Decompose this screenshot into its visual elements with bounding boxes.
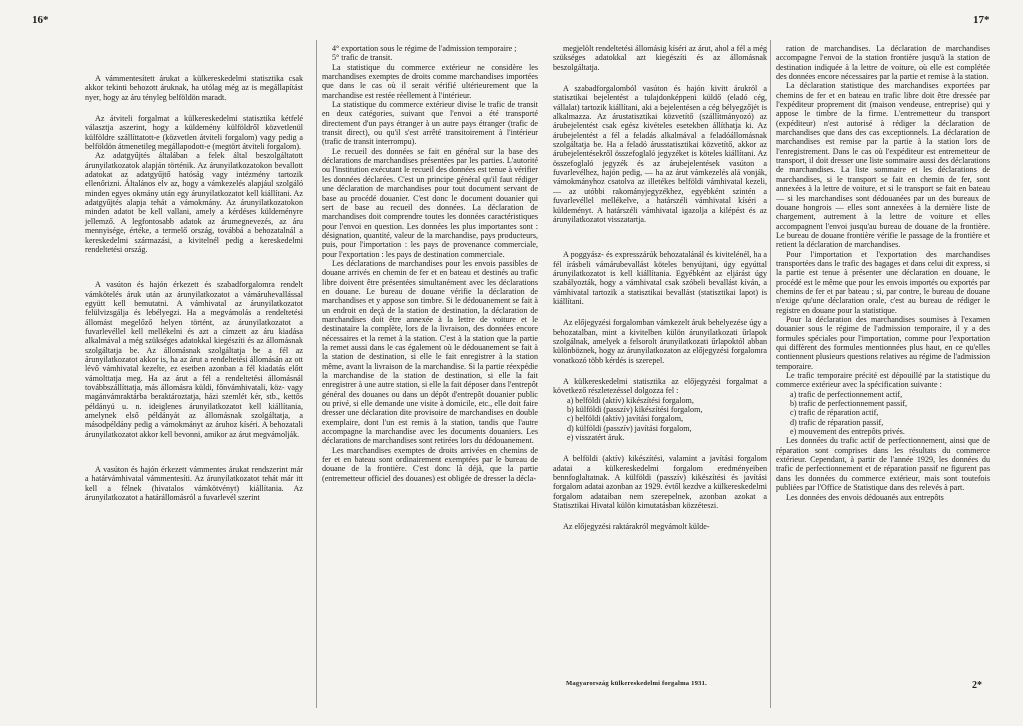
list-item: c) belföldi (aktív) javítási forgalom, [567, 414, 684, 424]
list-item: c) trafic de réparation actif, [790, 408, 879, 418]
page-number-left: 16* [32, 14, 49, 26]
paragraph: Les marchandises exemptes de droits arrivées en chemins de fer et en bateau sont ordinairement exemptées par le bureau de douane de la frontière. C'est donc là déjà, que la partie (entremetteur officiel des douanes) est obligée de dresser la décla- [322, 445, 538, 483]
list-item: b) külföldi (passzív) kikészítési forgalom, [567, 405, 703, 414]
list-item: 5° trafic de transit. [332, 53, 393, 63]
paragraph: Az átviteli forgalmat a külkereskedelmi statisztika kétfelé választja aszerint, hogy a küldemény külföldről közvetlenül külföldre szállíttatott-e (közvetlen átviteli forgalom) vagy pedig a belföldön átmenetileg megállapodott-e (megtört átviteli forgalom). [85, 114, 303, 152]
paragraph: A vámmentesített árukat a külkereskedelmi statisztika csak akkor tekinti behozott áruknak, ha utólag még az is megállapítást nyer, hogy az áru tényleg belföldön maradt. [85, 74, 303, 102]
list-item: a) belföldi (aktív) kikészítési forgalom, [567, 395, 694, 405]
paragraph: Pour la déclaration des marchandises soumises à l'examen douanier sous le régime de l'admission temporaire, il y a des formules spéciales pour l'importation, comme pour l'exportation qui diffèrent des formules mentionnées plus haut, en ce qu'elles contiennent plusieurs questions relatives au régime de l'admission temporaire. [776, 314, 990, 371]
column-divider [770, 40, 771, 708]
paragraph: Les données du trafic actif de perfectionnement, ainsi que de réparation sont comprises dans les résultats du commerce extérieur. Cependant, à partir de l'année 1929, les données du trafic de perfectionnement et de réparation passif ne figurent pas dans les données du commerce extérieur, mais sont toutefois publiées par l'Office de Statistique dans des relevés à part. [776, 436, 990, 493]
column-hungarian-right [553, 44, 767, 532]
paragraph: La statistique du commerce extérieur ne considère les marchandises exemptes de droits comme marchandises importées que dans le cas où il serait vérifié ultérieurement que la marchandise est restée réellement à l'intérieur. [322, 62, 538, 100]
list-item: e) mouvement des entrepôts privés. [790, 427, 905, 437]
paragraph: Az előjegyzési forgalomban vámkezelt áruk behelyezése úgy a behozatalban, mint a kivitelben külön árunyilatkozati űrlapok szolgálnak, amelyek a felsorolt árunyilatkozati űrlapoktól abban különböznek, hogy az árunyilatkozaton az előjegyzési forgalomra vonatkozó több kérdés is szerepel. [553, 318, 767, 365]
paragraph: ration de marchandises. La déclaration de marchandises accompagne l'envoi de la station frontière jusqu'à la station de destination indiquée à la lettre de voiture, où elle est complétée des données encore nécessaires par la partie et remise à la station. [776, 44, 990, 82]
paragraph: Le trafic temporaire précité est dépouillé par la statistique du commerce extérieur avec la spécification suivante : [776, 371, 990, 390]
list [553, 396, 767, 443]
column-divider [316, 40, 317, 708]
list [776, 390, 990, 437]
column-hungarian-left [85, 74, 303, 502]
paragraph: A szabadforgalomból vasúton és hajón kivitt árukról a statisztikai bejelentést a tulajdonképpeni küldő (eladó cég, vállalat) tartozik kiállítani, aki a bejelentésen a cég bélyegzőjét is alkalmazza. Az árustatisztikai közvetítő (szállítmányozó) az árubejelentést csak egész kivételes esetekben állíthatja ki. Az árubejelentést a fél a feladás alkalmával a feladóállomásnak szolgáltatja be. Ha a feladó árusstatisztikai közvetítő, akkor az árubejelentésekről összefoglaló jegyzéket is köteles kiállítani. Az összefoglaló jegyzék és az árubejelentések vasúton a fuvarlevélhez, hajón pedig, — ha az árut vámkezelés alá vonják, vámokmányhoz csatolva az illetékes belföldi vámhivatal kezeli, — az utóbbi rakományjegyzékhez, egyébként szintén a fuvarlevéllel mellékelve, a határszéli vámhivatal kíséri a küldeményt. A határszéli vámhivatal igazolja a kilépést és az árunyilatkozatot visszatartja. [553, 84, 767, 224]
column-french-right [776, 44, 990, 502]
paragraph: A külkereskedelmi statisztika az előjegyzési forgalmat a következő részletezéssel dolgozza fel : [553, 376, 767, 396]
paragraph: megjelölt rendeltetési állomásig kíséri az árut, ahol a fél a még szükséges adatokkal azt kiegészíti és az állomásnak beszolgáltatja. [553, 44, 767, 72]
list-item: 4° exportation sous le régime de l'admission temporaire ; [332, 44, 517, 53]
list-item: b) trafic de perfectionnement passif, [790, 399, 908, 409]
page-number-right: 17* [973, 14, 990, 26]
paragraph: Les déclarations de marchandises pour les envois passibles de douane arrivés en chemin de fer et en bateau et destinés au trafic libre doivent être présentées simultanément avec les déclarations en douane. Le bureau de douane vérifie la déclaration de marchandises et y appose son timbre. Si le dédouanement se fait à un endroit en deçà de la station de destination, la déclaration de marchandises doit être annexée à la lettre de voiture et le destinataire la complète, lors de la livraison, des données encore nécessaires et la remet à la station. C'est à la station que la partie la remet aussi dans le cas également où le dédouanement se fait à la station de destination, si elle le fait enregistrer à la station même, avant la livraison de la marchandise. Si la partie réexpédie la marchandise de la station de destination, si elle la fait enregistrer à une autre station, si elle la fait déposer dans l'entrepôt général des douanes ou dans un dépôt d'entrepôt douanier public ou privé, si elle demande une visite à domicile, etc., elle doit faire dresser une déclaration dite provisoire de marchandises en double exemplaire, dont l'un est remis à la station, tandis que l'autre accompagne la marchandise avec les documents douaniers. Les déclarations de marchandises sont retirées lors du dédouanement. [322, 258, 538, 446]
paragraph: A belföldi (aktív) kikészítési, valamint a javítási forgalom adatai a külkereskedelmi forgalom eredményeiben bennfoglaltatnak. A külföldi (passzív) kikészítési és javítási forgalom adatai azonban az 1929. évtől kezdve a külkereskedelmi forgalom adataiban nem szerepelnek, azonban azokat a Statisztikai Hivatal külön kimutatásban közzéteszi. [553, 454, 767, 511]
paragraph: Pour l'importation et l'exportation des marchandises transportées dans le trafic des bagages et dans celui dit express, si la partie est tenue à présenter une déclaration en douane, le procédé est le même que pour les envois importés ou exportés par chemins de fer et par bateau ; si, par contre, le bureau de douane n'exige qu'une déclaration orale, c'est au bureau de rédiger le registre en douane pour la statistique. [776, 249, 990, 315]
footer-source: Magyarország külkereskedelmi forgalma 1931. [566, 680, 707, 687]
paragraph: A poggyász- és expresszárúk behozatalánál és kivitelénél, ha a fél írásbeli vámárubevallást köteles benyújtani, úgy egyúttal árunyilatkozatot is kell kiállítania. Egyébként az eljárást úgy szabályozták, hogy a vámhivatal csak szóbeli bevallást kíván, a vámhivatal tartozik a statisztikai bevallást (statisztikai lapot) is kiállítani. [553, 250, 767, 306]
paragraph: La statistique du commerce extérieur divise le trafic de transit en deux catégories, suivant que l'envoi a été transporté directement d'un pays étranger à un autre pays étranger (trafic de transit direct), ou qu'il s'est arrêté transitoirement à l'intérieur (trafic de transit interrompu). [322, 100, 538, 147]
paragraph: Az adatgyűjtés általában a felek által beszolgáltatott árunyilatkozatok alapján történik. Az árunyilatkozatokon bevallott adatokat az adatgyűjtő hatóság vagy intézmény tartozik ellenőrizni. Általános elv az, hogy a vámkezelés alapjául szolgáló minden egyes okmány után egy árunyilatkozatot kell kiállítani. Az adatgyűjtés alapja tehát a vámokmány. Az árunyilatkozatokon minden adatot be kell vallani, amely a kérdéses küldeményre jellemző. A legfontosabb adatok az árumegnevezés, az áru mennyisége, értéke, a termelő ország, továbbá a behozatalnál a kereskedelmi származási, a kivitelnél pedig a kereskedelmi rendeltetési ország. [85, 151, 303, 254]
list-item: a) trafic de perfectionnement actif, [790, 389, 903, 399]
paragraph: La déclaration statistique des marchandises exportées par chemins de fer et en bateau en trafic libre doit être dressée par l'expéditeur proprement dit (maison vendeuse, entreprise) qui y appose le timbre de la firme. L'entremetteur du transport (expéditeur) n'est autorisé à rédiger la déclaration de marchandises que dans des cas exceptionnels. La déclaration de marchandises est remise par la partie à la station lors de l'enregistrement. Dans le cas où l'expéditeur est entremetteur de transport, il doit dresser une liste sommaire aussi des déclarations de marchandises. La liste sommaire et les déclarations de marchandises, si le transport se fait en chemin de fer, sont annexées à la lettre de voiture, et si le transport se fait en bateau — si les marchandises sont dédouanées par un des bureaux de douane hongrois — elles sont annexées à la dernière liste de chargement, autrement à la lettre de voiture et elles accompagnent l'envoi jusqu'au bureau de douane de la frontière. Le bureau de douane frontière vérifie le passage de la frontière et retient la déclaration de marchandises. [776, 81, 990, 250]
list-item: d) külföldi (passzív) javítási forgalom, [567, 423, 692, 433]
column-french-left [322, 44, 538, 483]
list-item: e) visszatért áruk. [567, 433, 625, 443]
paragraph: Az előjegyzési raktárakról megvámolt külde- [563, 522, 710, 532]
paragraph: A vasúton és hajón érkezett és szabadforgalomra rendelt vámkötelés áruk után az árunyilatkozatot a vámáruhevallással együtt kell bemutatni. A vámhivatal az árunyilatkozatot felülvizsgálja és lebélyegzi. Ha a megvámolás a rendeltetési állomást megelőző helyen történt, az árunyilatkozatot a fuvarlevéllel kell mellékelni és azt a címzett az áru kiadása alkalmával a még szükséges adatokkal kiegészíti és az állomásnak szolgáltatja be. Az állomásnak szolgáltatja be a fél az árunyilatkozatot akkor is, ha az árut a rendeltetési állomásán az ott lévő vámhivatal kezelte, ez esetben azonban a fél kiadatás előtt vámolttatja meg. Ha az árut a fél a rendeltetési állomásnál továbbszállíttatja, más állomásra küldi, főnvámhivatali, köz- vagy magánvámraktárba beraktároztatja, házi szemlét kér, stb., kettős példányú u. n. ideiglenes árunyilatkozatot kell kiállítania, amelynek első példányát az állomásnak szolgáltatja, a másodpéldány pedig a vámokmányt az áruhoz kíséri. A behozatali árunyilatkozatot akkor kell bevonni, amikor az árut megvámolják. [85, 280, 303, 439]
paragraph: Le recueil des données se fait en général sur la base des déclarations de marchandises présentées par les parties. L'autorité ou l'institution exécutant le recueil des données est tenue à vérifier les données déclarées. C'est un principe général qu'il faut rédiger une déclaration de marchandises pour tout document servant de base au procédé douanier. C'est donc le document douanier qui sert de base au recueil des données. La déclaration de marchandises doit comprendre toutes les données caractéristiques pour l'envoi en question. Les données les plus importantes sont : désignation, quantité, valeur de la marchandise, pays producteurs, puis, pour l'importation : les pays de provenance commerciale, pour l'exportation : les pays de destination commerciale. [322, 146, 538, 259]
paragraph: Les données des envois dédouanés aux entrepôts [786, 492, 944, 502]
paragraph: A vasúton és hajón érkezett vámmentes árukat rendszerint már a határvámhivatal vámmentesíti. Az árunyilatkozatot tehát már itt kell a félnek (hivatalos vámkötvényt) kiállítania. Az árunyilatkozatot a határállomásról a fuvarlevél szerint [85, 465, 303, 503]
list-item: d) trafic de réparation passif, [790, 417, 884, 427]
signature-mark: 2* [972, 680, 982, 691]
